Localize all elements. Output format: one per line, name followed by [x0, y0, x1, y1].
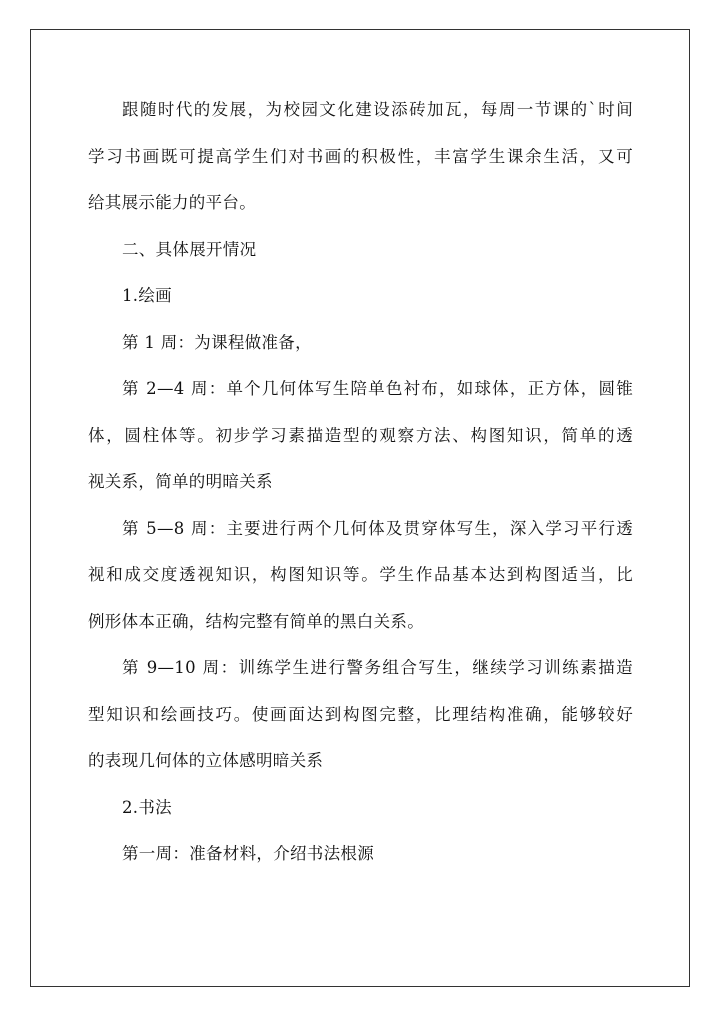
week-5-8-line-1: 第 5—8 周：主要进行两个几何体及贯穿体写生，深入学习平行透: [122, 518, 633, 538]
week-9-10-line-2: 型知识和绘画技巧。使画面达到构图完整，比理结构准确，能够较好: [88, 704, 633, 724]
week-2-4-line-3: 视关系，简单的明暗关系: [88, 472, 273, 491]
week-5-8-line-2: 视和成交度透视知识，构图知识等。学生作品基本达到构图适当，比: [88, 565, 633, 584]
week-9-10-line-3: 的表现几何体的立体感明暗关系: [88, 751, 324, 770]
calligraphy-week-1-item: 第一周：准备材料，介绍书法根源: [122, 844, 374, 863]
subheading-painting: 1.绘画: [122, 286, 172, 305]
week-5-8-line-3: 例形体本正确，结构完整有简单的黑白关系。: [88, 611, 424, 631]
week-2-4-line-1: 第 2—4 周：单个几何体写生陪单色衬布，如球体，正方体，圆锥: [122, 379, 633, 398]
paragraph-1-line-1: 跟随时代的发展，为校园文化建设添砖加瓦，每周一节课的`时间: [122, 100, 633, 119]
week-2-4-line-2: 体，圆柱体等。初步学习素描造型的观察方法、构图知识，简单的透: [88, 425, 633, 445]
section-heading: 二、具体展开情况: [122, 239, 257, 259]
week-9-10-line-1: 第 9—10 周：训练学生进行警务组合写生，继续学习训练素描造: [122, 658, 633, 677]
document-body: [88, 93, 633, 884]
subheading-calligraphy: 2.书法: [122, 797, 172, 817]
paragraph-1-line-2: 学习书画既可提高学生们对书画的积极性，丰富学生课余生活，又可: [88, 146, 633, 166]
week-1-item: 第 1 周：为课程做准备，: [122, 332, 312, 352]
paragraph-1-line-3: 给其展示能力的平台。: [88, 193, 256, 212]
